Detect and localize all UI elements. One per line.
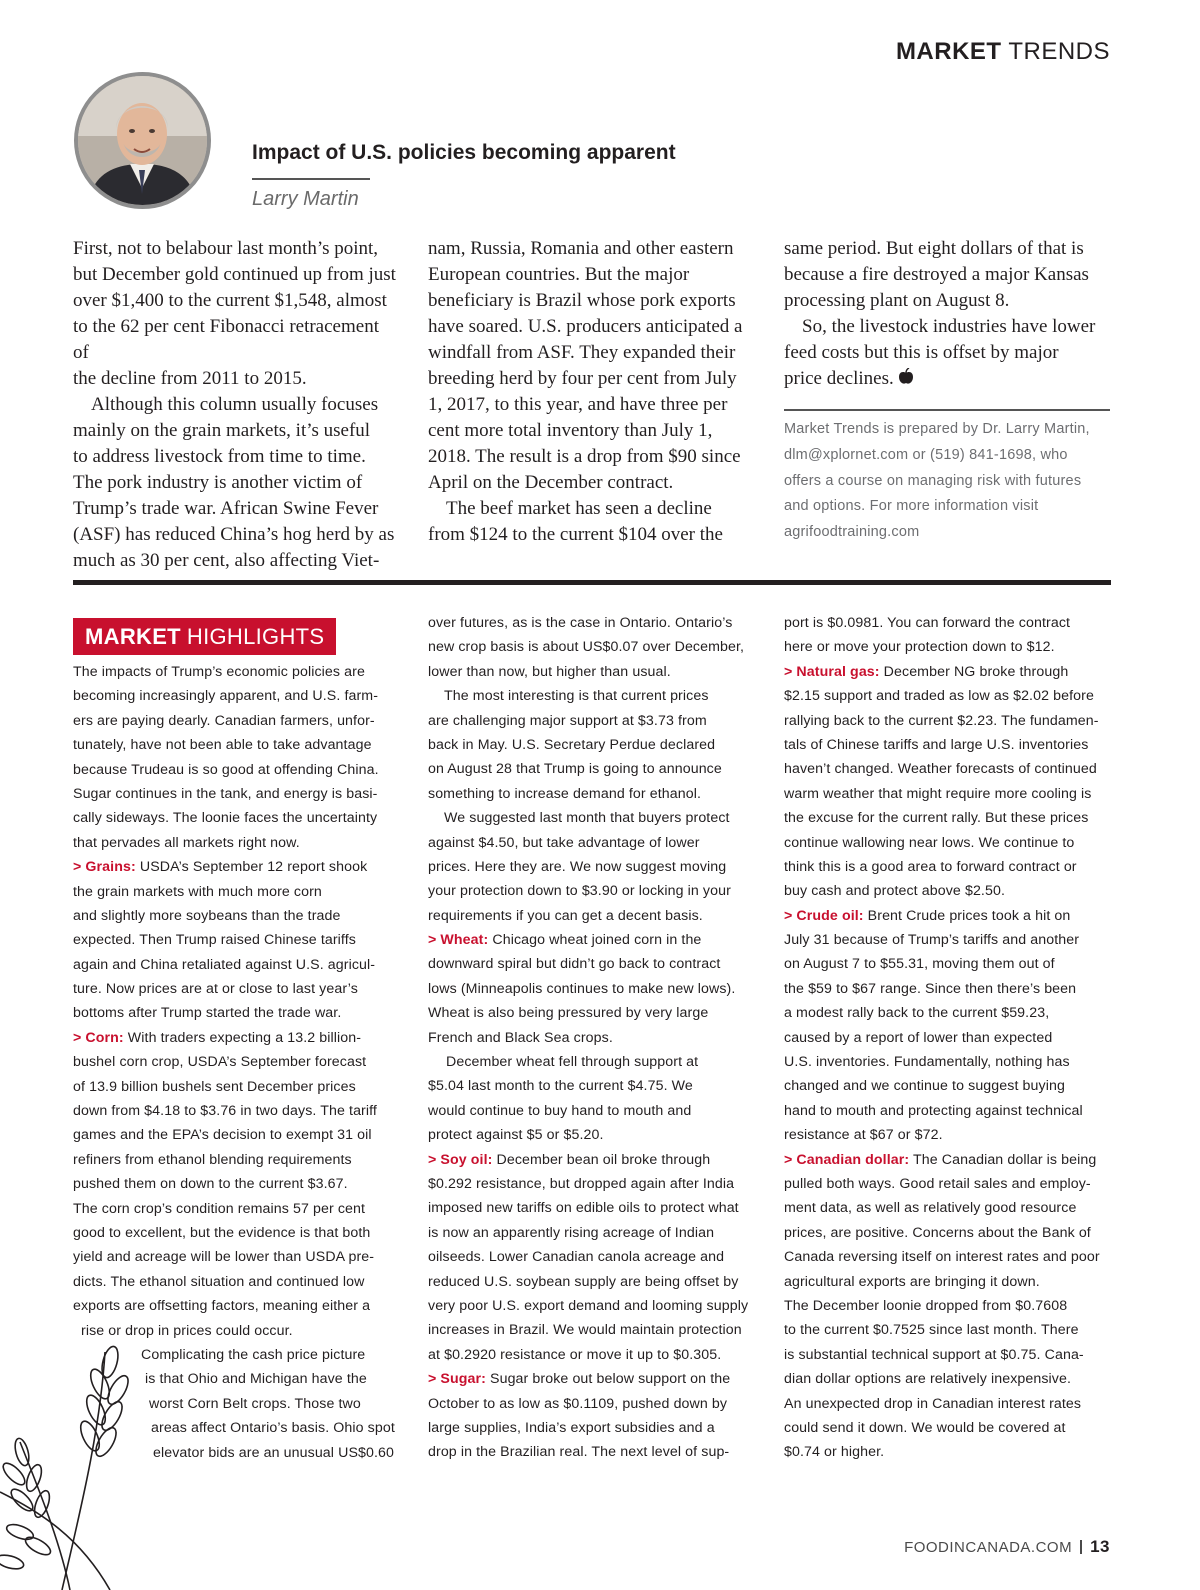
highlight-line — [73, 1221, 403, 1245]
highlight-line — [784, 928, 1114, 952]
highlight-text: hand to mouth and protecting against technical — [784, 1102, 1083, 1119]
highlight-text: The impacts of Trump’s economic policies are — [73, 664, 365, 680]
highlight-text: very poor U.S. export demand and looming supply — [428, 1297, 749, 1314]
highlight-text: imposed new tariffs on edible oils to protect what — [428, 1200, 739, 1217]
highlight-line — [428, 684, 758, 708]
highlight-text: dicts. The ethanol situation and continued low — [73, 1273, 365, 1290]
highlight-text: areas affect Ontario’s basis. Ohio spot — [151, 1420, 395, 1437]
highlight-text: think this is a good area to forward contract or — [784, 858, 1077, 875]
highlight-line — [428, 1270, 758, 1294]
highlight-line — [784, 1221, 1114, 1245]
highlight-text: agricultural exports are bringing it down. — [784, 1273, 1040, 1290]
highlight-line — [73, 1123, 403, 1147]
highlights-label-bold: MARKET — [85, 623, 181, 649]
highlight-line — [428, 1026, 758, 1050]
article-line: (ASF) has reduced China’s hog herd by as — [73, 524, 395, 545]
article-line: same period. But eight dollars of that is — [784, 238, 1084, 259]
highlight-line — [784, 1123, 1114, 1147]
highlight-keyword: > Wheat: — [428, 932, 489, 949]
highlight-text: of 13.9 billion bushels sent December prices — [73, 1078, 356, 1095]
highlight-line — [73, 880, 403, 904]
highlight-text: the excuse for the current rally. But these prices — [784, 810, 1089, 827]
highlight-text: The most interesting is that current prices — [444, 688, 709, 705]
highlight-text: caused by a report of lower than expected — [784, 1029, 1053, 1046]
highlight-keyword: > Canadian dollar: — [784, 1151, 910, 1168]
highlight-line — [784, 1245, 1114, 1269]
highlight-text: worst Corn Belt crops. Those two — [149, 1395, 361, 1412]
highlights-label-light: HIGHLIGHTS — [186, 623, 325, 649]
highlight-text: The December loonie dropped from $0.7608 — [784, 1297, 1068, 1314]
highlight-text: The corn crop’s condition remains 57 per cent — [73, 1200, 366, 1217]
highlight-text: down from $4.18 to $3.76 in two days. The tariff — [73, 1103, 377, 1120]
highlight-text: a modest rally back to the current $59.23, — [784, 1005, 1050, 1022]
highlight-line — [784, 1001, 1114, 1025]
highlight-line — [73, 1172, 403, 1196]
article-headline: Impact of U.S. policies becoming apparent — [252, 141, 676, 164]
highlight-text: French and Black Sea crops. — [428, 1029, 613, 1046]
highlight-text: ment data, as well as relatively good resource — [784, 1200, 1077, 1217]
highlight-line — [428, 733, 758, 757]
highlight-line — [784, 782, 1114, 806]
highlight-text: and slightly more soybeans than the trade — [73, 907, 341, 924]
article-line: European countries. But the major — [428, 264, 690, 285]
highlight-text: the $59 to $67 range. Since then there’s been — [784, 980, 1077, 997]
highlight-text: rise or drop in prices could occur. — [81, 1322, 293, 1339]
highlight-text: bushel corn crop, USDA’s September forecast — [73, 1054, 367, 1071]
article-line: breeding herd by four per cent from July — [428, 368, 737, 389]
highlight-text: is that Ohio and Michigan have the — [145, 1371, 367, 1388]
highlight-line — [73, 1245, 403, 1269]
highlight-text: $2.15 support and traded as low as $2.02 before — [784, 688, 1094, 705]
highlight-line — [73, 684, 403, 708]
highlight-line — [428, 1318, 758, 1342]
article-line: have soared. U.S. producers anticipated a — [428, 316, 743, 337]
highlight-line — [784, 1343, 1114, 1367]
article-author: Larry Martin — [252, 188, 359, 210]
highlight-line — [73, 1075, 403, 1099]
highlight-line — [428, 1294, 758, 1318]
highlight-line — [784, 611, 1114, 635]
highlight-line — [428, 1001, 758, 1025]
highlight-line — [428, 660, 758, 684]
article-line: processing plant on August 8. — [784, 290, 1010, 311]
highlight-text: oilseeds. Lower Canadian canola acreage and — [428, 1249, 725, 1266]
highlight-keyword: > Soy oil: — [428, 1151, 493, 1168]
article-line: the decline from 2011 to 2015. — [73, 368, 307, 389]
highlight-text: Canada reversing itself on interest rates and poor — [784, 1249, 1100, 1266]
highlight-keyword: > Natural gas: — [784, 663, 880, 680]
article-line: from $124 to the current $104 over the — [428, 524, 723, 545]
highlight-text: to the current $0.7525 since last month. There — [784, 1322, 1079, 1339]
highlight-line — [784, 1367, 1114, 1391]
highlight-line — [784, 904, 1114, 928]
highlight-keyword: > Crude oil: — [784, 907, 864, 924]
highlight-text: $0.74 or higher. — [784, 1444, 885, 1461]
highlight-line — [784, 879, 1114, 903]
highlight-text: rallying back to the current $2.23. The fundamen- — [784, 712, 1099, 729]
article-line: So, the livestock industries have lower — [802, 316, 1096, 337]
highlight-line — [428, 1221, 758, 1245]
note-line: agrifoodtraining.com — [784, 524, 920, 541]
highlights-column-3 — [784, 611, 1114, 1465]
highlight-line — [784, 1148, 1114, 1172]
highlight-line — [428, 1172, 758, 1196]
highlight-text: December NG broke through — [879, 663, 1069, 680]
highlight-line — [784, 1196, 1114, 1220]
note-line: offers a course on managing risk with futures — [784, 472, 1082, 489]
highlight-line — [784, 855, 1114, 879]
article-line: 2018. The result is a drop from $90 since — [428, 446, 741, 467]
highlight-text: The Canadian dollar is being — [909, 1151, 1097, 1168]
highlight-text: the grain markets with much more corn — [73, 883, 322, 900]
highlight-line — [428, 635, 758, 659]
apple-icon — [898, 368, 914, 386]
highlight-line — [73, 831, 403, 855]
note-line: and options. For more information visit — [784, 498, 1039, 515]
highlight-text: USDA’s September 12 report shook — [135, 859, 368, 876]
highlight-text: Sugar continues in the tank, and energy is basi- — [73, 785, 378, 802]
highlight-text: $5.04 last month to the current $4.75. We — [428, 1078, 693, 1095]
note-line: Market Trends is prepared by Dr. Larry Martin, — [784, 421, 1090, 437]
section-label — [896, 38, 1110, 66]
highlight-line — [73, 855, 403, 879]
highlight-keyword: > Grains: — [73, 859, 136, 876]
highlight-text: warm weather that might require more cooling is — [784, 785, 1092, 802]
article-line: beneficiary is Brazil whose pork exports — [428, 290, 736, 311]
highlight-line — [784, 977, 1114, 1001]
highlight-line — [428, 928, 758, 952]
highlight-text: are challenging major support at $3.73 from — [428, 712, 707, 729]
highlight-keyword: > Corn: — [73, 1029, 124, 1046]
author-avatar — [74, 72, 211, 209]
highlight-keyword: > Sugar: — [428, 1371, 486, 1388]
highlight-text: is now an apparently rising acreage of Indian — [428, 1224, 715, 1241]
highlight-line — [73, 758, 403, 782]
highlight-text: Complicating the cash price picture — [141, 1346, 366, 1363]
highlight-text: pushed them on down to the current $3.67. — [73, 1176, 348, 1193]
highlight-line — [428, 1148, 758, 1172]
highlight-line — [428, 1392, 758, 1416]
article-line: much as 30 per cent, also affecting Viet- — [73, 550, 380, 571]
highlight-text: lows (Minneapolis continues to make new lows). — [428, 980, 736, 997]
article-line: nam, Russia, Romania and other eastern — [428, 238, 734, 259]
highlight-text: could send it down. We would be covered at — [784, 1419, 1066, 1436]
highlight-line — [428, 1367, 758, 1391]
highlights-label — [73, 618, 336, 655]
highlight-line — [784, 709, 1114, 733]
highlight-line — [73, 1270, 403, 1294]
highlight-line — [73, 1294, 403, 1318]
highlight-line — [784, 684, 1114, 708]
highlight-line — [73, 928, 403, 952]
highlight-line — [428, 1099, 758, 1123]
byline-rule — [252, 178, 370, 180]
market-trends-note — [784, 417, 1114, 546]
highlight-text: port is $0.0981. You can forward the contract — [784, 615, 1071, 631]
highlight-text: July 31 because of Trump’s tariffs and another — [784, 932, 1080, 949]
article-line: feed costs but this is offset by major — [784, 342, 1059, 363]
article-column-1 — [73, 236, 399, 574]
highlight-text: bottoms after Trump started the trade war. — [73, 1005, 342, 1022]
article-line: Trump’s trade war. African Swine Fever — [73, 498, 379, 519]
highlight-line — [73, 904, 403, 928]
highlight-text: Brent Crude prices took a hit on — [863, 907, 1071, 924]
highlight-text: haven’t changed. Weather forecasts of continued — [784, 761, 1097, 778]
highlight-line — [784, 1392, 1114, 1416]
highlight-line — [73, 782, 403, 806]
highlight-text: because Trudeau is so good at offending China. — [73, 761, 379, 778]
highlight-text: lower than now, but higher than usual. — [428, 663, 671, 680]
highlight-text: refiners from ethanol blending requirements — [73, 1151, 352, 1168]
highlight-line — [428, 1074, 758, 1098]
highlight-text: over futures, as is the case in Ontario. Ontario’s — [428, 615, 733, 631]
highlight-text: yield and acreage will be lower than USDA pre- — [73, 1249, 375, 1266]
highlight-text: good to excellent, but the evidence is that both — [73, 1224, 371, 1241]
highlight-text: is substantial technical support at $0.75. Cana- — [784, 1346, 1084, 1363]
highlight-line — [73, 1026, 403, 1050]
footer-site: FOODINCANADA.COM — [904, 1538, 1073, 1556]
highlight-line — [428, 1123, 758, 1147]
highlight-text: continue wallowing near lows. We continue to — [784, 834, 1075, 851]
article-line: price declines. — [784, 366, 1110, 392]
section-label-light: TRENDS — [1008, 38, 1110, 65]
highlight-text: October to as low as $0.1109, pushed down by — [428, 1395, 728, 1412]
highlight-text: new crop basis is about US$0.07 over December, — [428, 639, 745, 656]
highlight-line — [428, 904, 758, 928]
article-line: windfall from ASF. They expanded their — [428, 342, 736, 363]
highlight-text: December wheat fell through support at — [446, 1054, 699, 1071]
highlight-text: December bean oil broke through — [492, 1151, 711, 1168]
page-number: 13 — [1090, 1537, 1110, 1556]
highlight-line — [784, 1050, 1114, 1074]
highlight-text: downward spiral but didn’t go back to contract — [428, 956, 721, 973]
highlight-text: ers are paying dearly. Canadian farmers, unfor- — [73, 712, 375, 729]
highlight-text: requirements if you can get a decent basis. — [428, 907, 703, 924]
highlight-text: exports are offsetting factors, meaning either a — [73, 1298, 371, 1315]
highlight-text: tals of Chinese tariffs and large U.S. inventories — [784, 736, 1089, 753]
highlight-line — [428, 611, 758, 635]
highlight-text: that pervades all markets right now. — [73, 834, 300, 851]
highlight-text: your protection down to $3.90 or locking in your — [428, 883, 731, 900]
highlight-line — [428, 977, 758, 1001]
highlight-line — [428, 1050, 758, 1074]
highlight-line — [73, 1001, 403, 1025]
highlight-text: large supplies, India’s export subsidies and a — [428, 1419, 715, 1436]
highlight-line — [428, 1245, 758, 1269]
article-line: over $1,400 to the current $1,548, almost — [73, 290, 387, 311]
highlight-line — [784, 1074, 1114, 1098]
highlight-line — [784, 1270, 1114, 1294]
highlight-line — [784, 1026, 1114, 1050]
highlight-line — [784, 1440, 1114, 1464]
highlight-text: drop in the Brazilian real. The next level of sup- — [428, 1444, 730, 1461]
highlight-text: tunately, have not been able to take advantage — [73, 737, 372, 754]
highlight-text: With traders expecting a 13.2 billion- — [123, 1029, 362, 1046]
footer-separator — [1080, 1540, 1082, 1554]
highlight-text: would continue to buy hand to mouth and — [428, 1102, 692, 1119]
highlight-text: expected. Then Trump raised Chinese tariffs — [73, 932, 356, 949]
highlight-line — [784, 806, 1114, 830]
article-line: cent more total inventory than July 1, — [428, 420, 713, 441]
highlight-line — [428, 952, 758, 976]
highlight-line — [784, 952, 1114, 976]
highlight-text: We suggested last month that buyers protect — [444, 810, 730, 827]
highlight-line — [428, 1416, 758, 1440]
highlight-line — [73, 1148, 403, 1172]
highlight-text: becoming increasingly apparent, and U.S. farm- — [73, 688, 379, 705]
highlight-text: pulled both ways. Good retail sales and employ- — [784, 1175, 1091, 1192]
highlight-line — [784, 757, 1114, 781]
highlight-line — [428, 806, 758, 830]
highlight-line — [428, 831, 758, 855]
highlight-line — [73, 709, 403, 733]
highlight-line — [784, 1318, 1114, 1342]
highlight-text: Wheat is also being pressured by very large — [428, 1005, 709, 1022]
highlight-text: resistance at $67 or $72. — [784, 1127, 943, 1144]
highlight-line — [73, 1099, 403, 1123]
highlight-line — [73, 660, 403, 684]
highlight-line — [784, 733, 1114, 757]
highlight-line — [428, 709, 758, 733]
section-label-bold: MARKET — [895, 38, 1002, 65]
article-line: to address livestock from time to time. — [73, 446, 366, 467]
highlight-text: something to increase demand for ethanol. — [428, 785, 702, 802]
highlight-text: on August 28 that Trump is going to announce — [428, 761, 722, 778]
highlight-text: at $0.2920 resistance or move it up to $0.305. — [428, 1346, 722, 1363]
highlights-column-2 — [428, 611, 758, 1465]
highlight-text: protect against $5 or $5.20. — [428, 1127, 604, 1144]
highlight-line — [428, 1196, 758, 1220]
article-line: April on the December contract. — [428, 472, 674, 493]
article-line: The pork industry is another victim of — [73, 472, 363, 493]
highlight-line — [784, 831, 1114, 855]
article-line: First, not to belabour last month’s point, — [73, 238, 379, 259]
highlight-text: against $4.50, but take advantage of lower — [428, 834, 700, 851]
highlight-text: games and the EPA’s decision to exempt 31 oil — [73, 1127, 372, 1144]
highlight-text: An unexpected drop in Canadian interest rates — [784, 1395, 1082, 1412]
highlight-text: ture. Now prices are at or close to last year’s — [73, 981, 358, 998]
article-line: to the 62 per cent Fibonacci retracement of — [73, 316, 379, 363]
highlight-line — [428, 782, 758, 806]
article-column-3 — [784, 236, 1110, 392]
highlight-text: again and China retaliated against U.S. agricul- — [73, 956, 376, 973]
article-line: Although this column usually focuses — [91, 394, 379, 415]
highlight-line — [73, 1197, 403, 1221]
highlight-text: back in May. U.S. Secretary Perdue declared — [428, 736, 716, 753]
article-line: 1, 2017, to this year, and have three per — [428, 394, 728, 415]
highlight-text: $0.292 resistance, but dropped again after India — [428, 1175, 735, 1192]
highlight-line — [73, 733, 403, 757]
article-column-2 — [428, 236, 754, 548]
highlight-text: prices, are positive. Concerns about the Bank of — [784, 1224, 1091, 1241]
highlight-text: prices. Here they are. We now suggest moving — [428, 858, 727, 875]
highlight-text: elevator bids are an unusual US$0.60 — [153, 1444, 395, 1461]
section-divider — [73, 580, 1111, 585]
article-line: but December gold continued up from just — [73, 264, 396, 285]
note-line: dlm@xplornet.com or (519) 841-1698, who — [784, 446, 1068, 463]
highlight-line — [73, 953, 403, 977]
page-footer — [904, 1537, 1110, 1557]
highlight-line — [428, 1343, 758, 1367]
note-rule — [784, 409, 1110, 411]
highlight-line — [784, 1172, 1114, 1196]
article-line: because a fire destroyed a major Kansas — [784, 264, 1089, 285]
highlight-text: dian dollar options are relatively inexpensive. — [784, 1371, 1072, 1388]
highlight-line — [73, 1050, 403, 1074]
highlight-text: U.S. inventories. Fundamentally, nothing has — [784, 1054, 1070, 1071]
wheat-icon — [0, 1332, 160, 1590]
highlight-text: buy cash and protect above $2.50. — [784, 883, 1005, 900]
highlight-line — [784, 660, 1114, 684]
highlight-line — [428, 757, 758, 781]
highlight-line — [784, 635, 1114, 659]
highlight-line — [428, 879, 758, 903]
highlight-line — [784, 1099, 1114, 1123]
highlight-line — [784, 1416, 1114, 1440]
highlight-text: Sugar broke out below support on the — [485, 1371, 731, 1388]
highlight-line — [428, 855, 758, 879]
article-line: The beef market has seen a decline — [446, 498, 712, 519]
highlight-line — [428, 1440, 758, 1464]
highlight-text: reduced U.S. soybean supply are being offset by — [428, 1273, 739, 1290]
highlight-text: changed and we continue to suggest buying — [784, 1078, 1065, 1095]
highlight-line — [73, 977, 403, 1001]
highlight-text: here or move your protection down to $12. — [784, 639, 1055, 656]
highlight-line — [73, 806, 403, 830]
highlight-text: cally sideways. The loonie faces the uncertainty — [73, 810, 378, 827]
highlight-text: on August 7 to $55.31, moving them out of — [784, 956, 1055, 973]
highlight-text: increases in Brazil. We would maintain protection — [428, 1322, 742, 1339]
article-line: mainly on the grain markets, it’s useful — [73, 420, 371, 441]
highlight-text: Chicago wheat joined corn in the — [488, 932, 702, 949]
highlight-line — [784, 1294, 1114, 1318]
